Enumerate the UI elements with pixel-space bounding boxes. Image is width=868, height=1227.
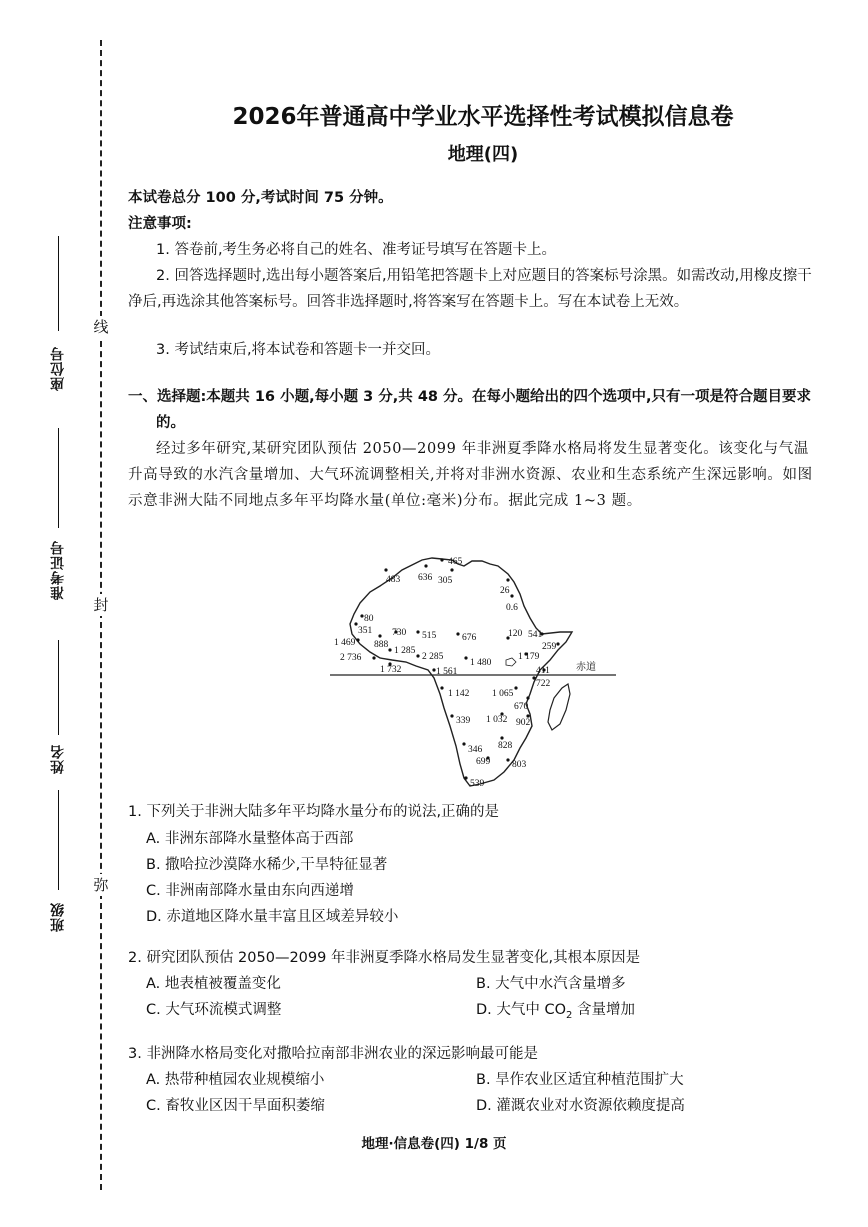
equator-label: 赤道 <box>576 662 596 673</box>
precipitation-point-dot <box>510 594 513 597</box>
precipitation-point-label: 26 <box>500 586 510 596</box>
precipitation-point-dot <box>514 686 517 689</box>
question-3-option-a: A. 热带种植园农业规模缩小 <box>146 1072 325 1088</box>
question-2-option-d <box>476 998 635 1021</box>
precipitation-point-dot <box>416 654 419 657</box>
page-footer: 地理·信息卷(四) 1/8 页 <box>361 1136 507 1152</box>
question-1-option-a: A. 非洲东部降水量整体高于西部 <box>146 831 354 847</box>
question-1-stem: 1. 下列关于非洲大陆多年平均降水量分布的说法,正确的是 <box>128 804 500 820</box>
question-3-option-d: D. 灌溉农业对水资源依赖度提高 <box>476 1098 685 1114</box>
notice-item-2: 2. 回答选择题时,选出每小题答案后,用铅笔把答题卡上对应题目的答案标号涂黑。如需改动,用橡皮擦干净后,再选涂其他答案标号。回答非选择题时,将答案写在答题卡上。写在本试卷上无效。 <box>128 268 812 310</box>
question-2-option-d-post: 含量增加 <box>572 1002 636 1018</box>
precipitation-point-dot <box>556 642 559 645</box>
name-field <box>44 640 74 780</box>
precipitation-point-label: 1 732 <box>380 665 402 675</box>
precipitation-point-dot <box>356 638 359 641</box>
binding-mark-sealed: 弥 <box>90 874 112 896</box>
precipitation-point-dot <box>526 696 529 699</box>
precipitation-point-label: 305 <box>438 576 453 586</box>
exam-number-blank <box>58 428 59 528</box>
africa-precipitation-map <box>330 548 630 788</box>
question-3-stem: 3. 非洲降水格局变化对撒哈拉南部非洲农业的深远影响最可能是 <box>128 1046 538 1062</box>
precipitation-point-label: 259 <box>542 642 557 652</box>
question-2-option-d-sub: 2 <box>566 1009 573 1021</box>
precipitation-point-dot <box>464 776 467 779</box>
precipitation-point-dot <box>462 742 465 745</box>
binding-mark-line: 线 <box>90 316 112 338</box>
question-2-option-a: A. 地表植被覆盖变化 <box>146 976 281 992</box>
class-field <box>44 790 74 950</box>
precipitation-point-label: 676 <box>462 633 477 643</box>
question-1-option-d: D. 赤道地区降水量丰富且区域差异较小 <box>146 909 399 925</box>
precipitation-point-label: 888 <box>374 640 389 650</box>
class-label: 班级 <box>50 902 66 932</box>
precipitation-point-dot <box>450 714 453 717</box>
precipitation-point-label: 1 561 <box>436 667 458 677</box>
precipitation-point-label: 411 <box>536 666 550 676</box>
precipitation-point-dot <box>506 578 509 581</box>
precipitation-point-label: 346 <box>468 745 483 755</box>
exam-title: 2026年普通高中学业水平选择性考试模拟信息卷 <box>232 104 734 130</box>
precipitation-point-label: 699 <box>476 757 491 767</box>
precipitation-point-label: 465 <box>448 557 463 567</box>
class-blank <box>58 790 59 890</box>
precipitation-point-label: 1 065 <box>492 689 514 699</box>
precipitation-point-label: 539 <box>470 779 485 789</box>
question-2-stem: 2. 研究团队预估 2050—2099 年非洲夏季降水格局发生显著变化,其根本原因是 <box>128 950 641 966</box>
precipitation-point-label: 828 <box>498 741 513 751</box>
precipitation-point-label: 541 <box>528 630 543 640</box>
precipitation-point-dot <box>456 632 459 635</box>
precipitation-point-label: 1 480 <box>470 658 492 668</box>
precipitation-point-label: 1 142 <box>448 689 470 699</box>
precipitation-point-dot <box>378 634 381 637</box>
precipitation-point-dot <box>500 736 503 739</box>
madagascar-outline <box>548 684 570 730</box>
question-1-option-b: B. 撒哈拉沙漠降水稀少,干旱特征显著 <box>146 857 388 873</box>
exam-subtitle: 地理(四) <box>447 144 519 165</box>
precipitation-point-label: 902 <box>516 718 531 728</box>
precipitation-point-label: 351 <box>358 626 373 636</box>
precipitation-point-dot <box>384 568 387 571</box>
question-2-option-b: B. 大气中水汽含量增多 <box>476 976 626 992</box>
precipitation-point-label: 2 736 <box>340 653 362 663</box>
precipitation-point-label: 670 <box>514 702 529 712</box>
precipitation-point-label: 483 <box>386 575 401 585</box>
exam-number-field <box>44 428 74 628</box>
precipitation-point-dot <box>464 656 467 659</box>
africa-map-svg <box>330 548 630 788</box>
precipitation-point-dot <box>416 630 419 633</box>
precipitation-point-label: 730 <box>392 628 407 638</box>
question-2-option-c: C. 大气环流模式调整 <box>146 1002 282 1018</box>
exam-number-label: 准考证号 <box>50 540 66 600</box>
question-3-option-c: C. 畜牧业区因干旱面积萎缩 <box>146 1098 325 1114</box>
question-2-option-d-pre: D. 大气中 CO <box>476 1002 567 1018</box>
precipitation-point-label: 636 <box>418 573 433 583</box>
precipitation-point-label: 803 <box>512 760 527 770</box>
reading-passage: 经过多年研究,某研究团队预估 2050—2099 年非洲夏季降水格局将发生显著变化。该变化与气温升高导致的水汽含量增加、大气环流调整相关,并将对非洲水资源、农业和生态系统产生深远影响。如图示意非洲大陆不同地点多年平均降水量(单位:毫米)分布。据此完成 1~3 题。 <box>128 441 813 509</box>
notice-item-3: 3. 考试结束后,将本试卷和答题卡一并交回。 <box>156 342 441 358</box>
score-time-note: 本试卷总分 100 分,考试时间 75 分钟。 <box>128 190 393 206</box>
notice-title: 注意事项: <box>128 216 192 232</box>
precipitation-point-dot <box>440 686 443 689</box>
question-3-option-b: B. 旱作农业区适宜种植范围扩大 <box>476 1072 684 1088</box>
precipitation-point-dot <box>450 568 453 571</box>
precipitation-point-dot <box>506 758 509 761</box>
precipitation-points <box>334 557 560 789</box>
precipitation-point-label: 1 032 <box>486 715 508 725</box>
precipitation-point-label: 515 <box>422 631 437 641</box>
precipitation-point-dot <box>372 656 375 659</box>
notice-item-1: 1. 答卷前,考生务必将自己的姓名、准考证号填写在答题卡上。 <box>156 242 557 258</box>
precipitation-point-dot <box>424 564 427 567</box>
seat-number-field <box>44 236 74 416</box>
name-blank <box>58 640 59 735</box>
precipitation-point-label: 0.6 <box>506 603 518 613</box>
precipitation-point-label: 1 179 <box>518 652 540 662</box>
name-label: 姓名 <box>50 744 66 774</box>
seat-number-blank <box>58 236 59 331</box>
precipitation-point-label: 722 <box>536 679 551 689</box>
section-1-heading: 一、选择题:本题共 16 小题,每小题 3 分,共 48 分。在每小题给出的四个选项中,只有一项是符合题目要求的。 <box>128 389 812 431</box>
precipitation-point-dot <box>440 558 443 561</box>
seat-number-label: 座位号 <box>50 346 66 391</box>
precipitation-point-label: 1 469 <box>334 638 356 648</box>
question-1-option-c: C. 非洲南部降水量由东向西递增 <box>146 883 354 899</box>
precipitation-point-label: 2 285 <box>422 652 444 662</box>
precipitation-point-label: 80 <box>364 614 374 624</box>
lake-victoria <box>506 658 516 666</box>
precipitation-point-label: 1 285 <box>394 646 416 656</box>
precipitation-point-label: 339 <box>456 716 471 726</box>
precipitation-point-label: 120 <box>508 629 523 639</box>
binding-mark-seal: 封 <box>90 594 112 616</box>
precipitation-point-dot <box>388 648 391 651</box>
